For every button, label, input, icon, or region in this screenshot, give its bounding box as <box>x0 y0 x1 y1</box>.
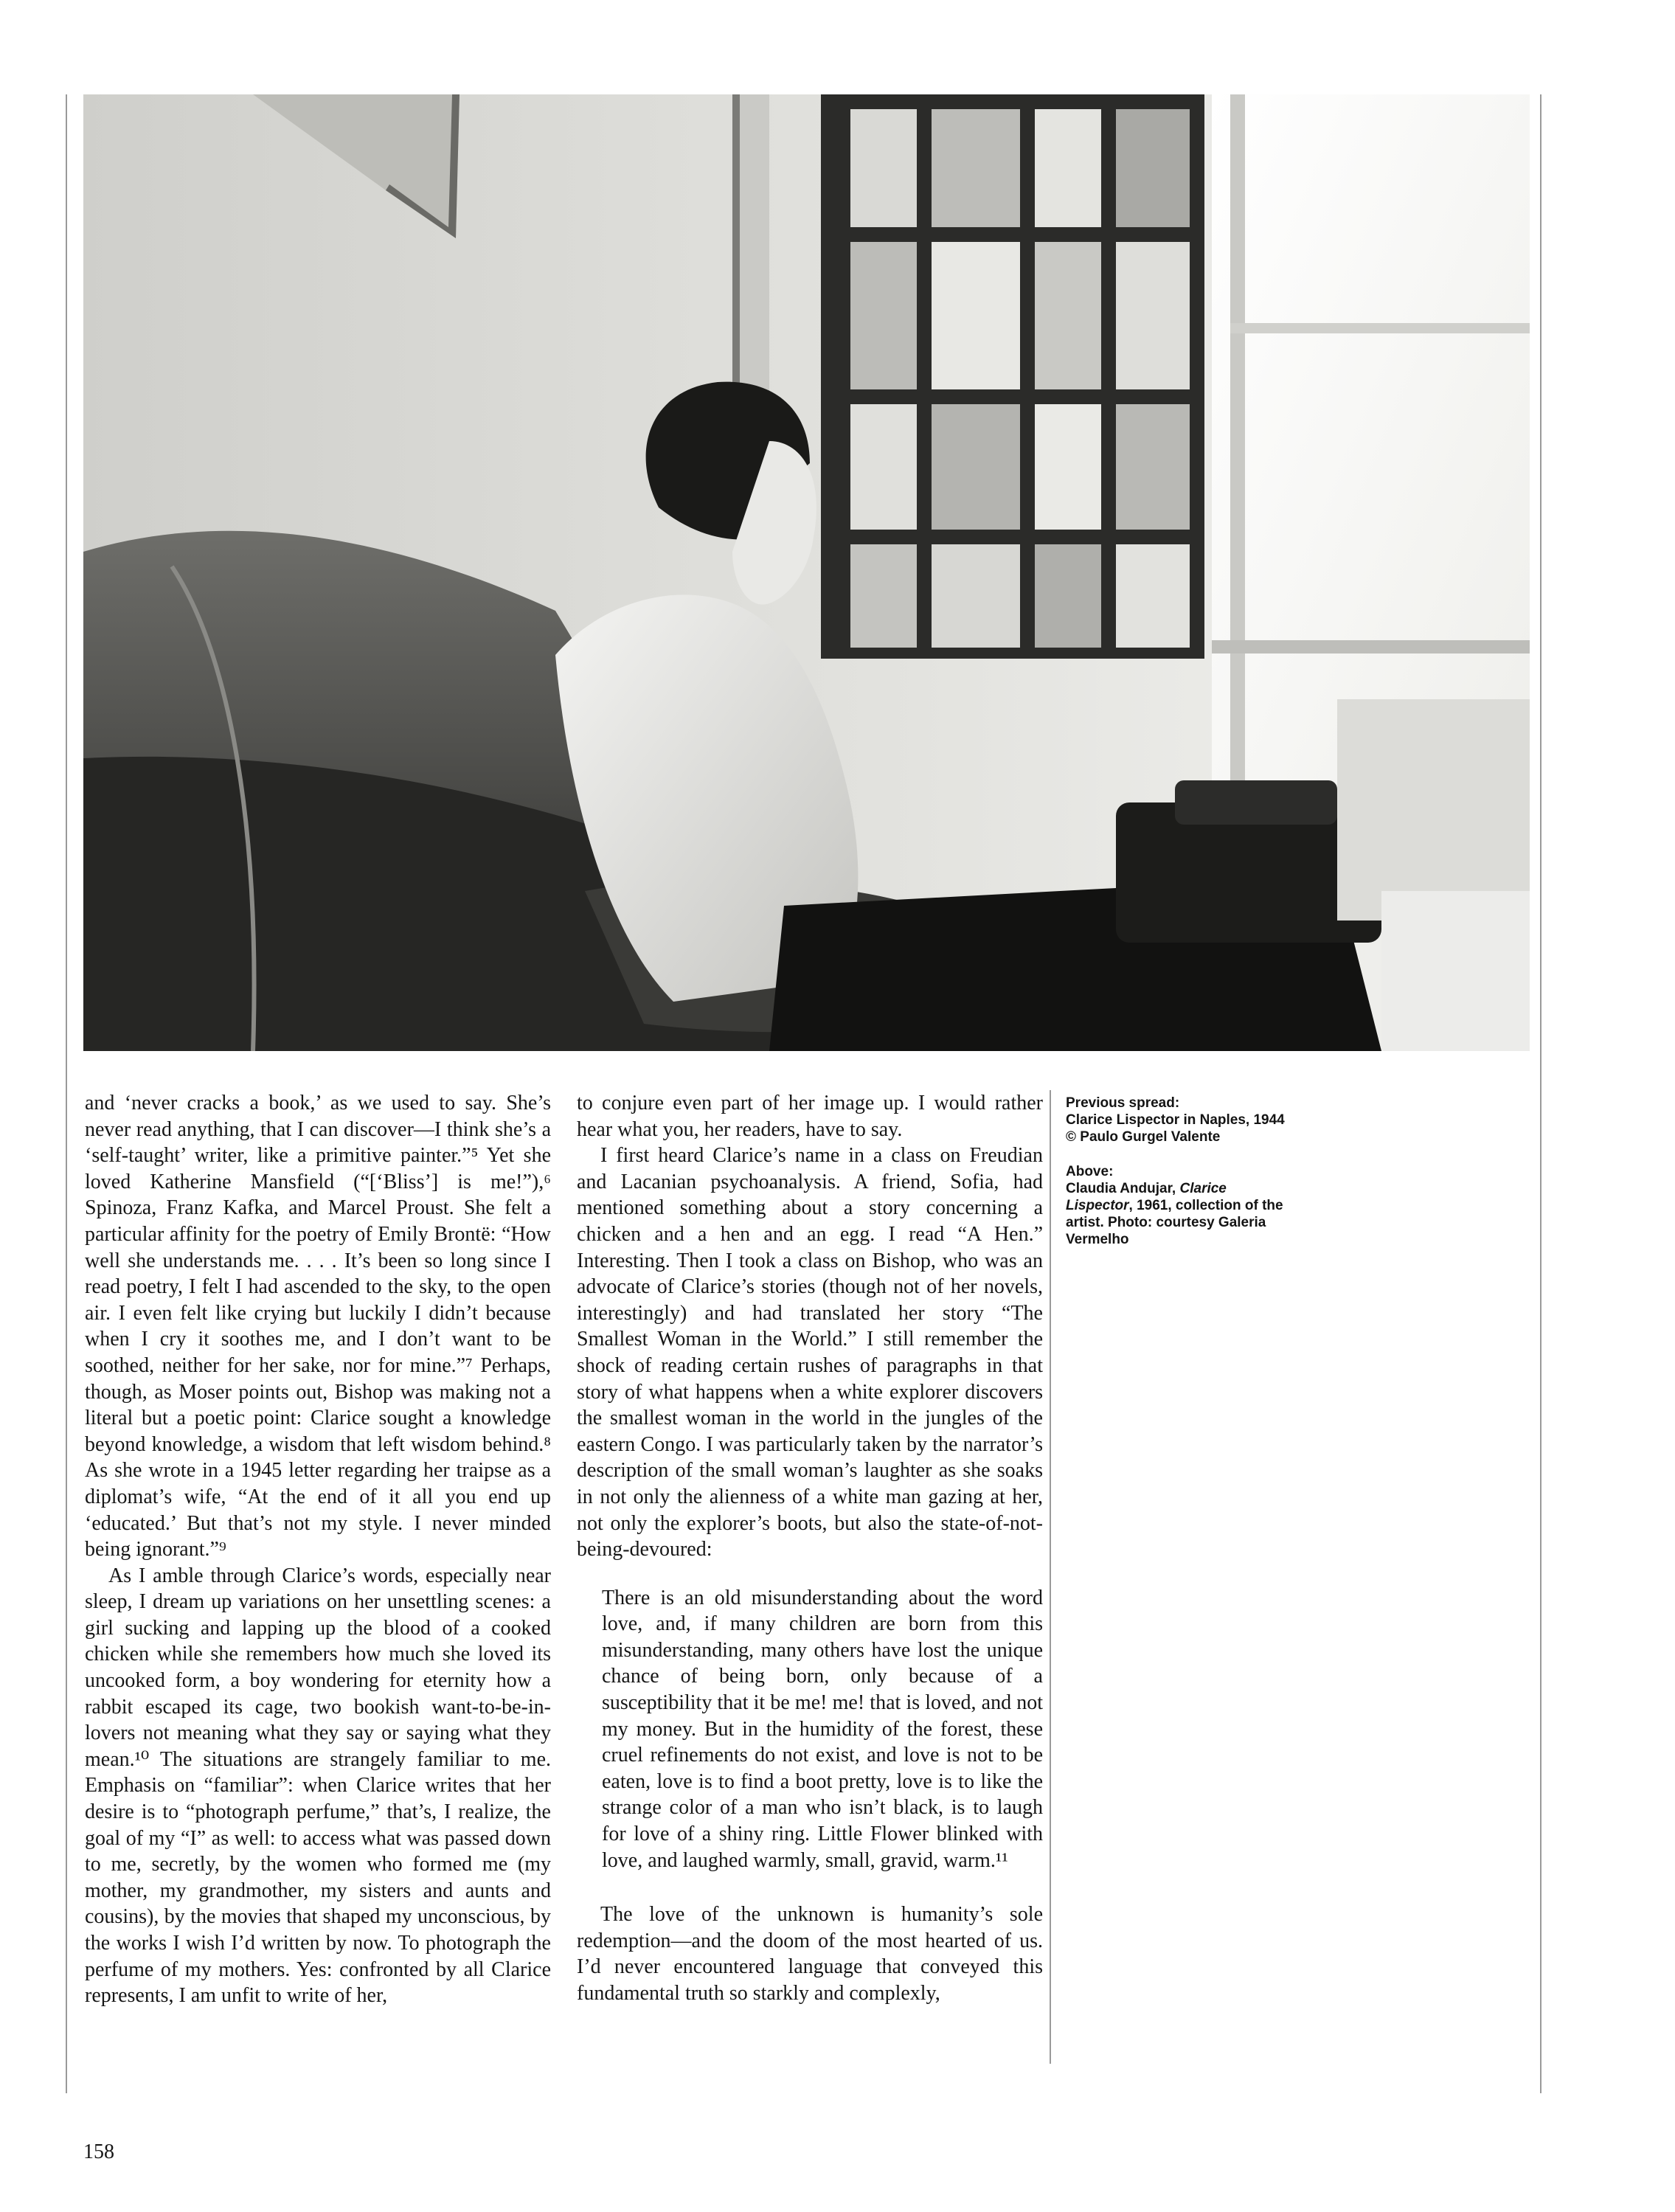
paragraph: The love of the unknown is humanity’s sole redemption—and the doom of the most hearted of us. I’d never encountered language that conveyed this fundamental truth so starkly and complexly, <box>577 1903 1043 2005</box>
paragraph: I first heard Clarice’s name in a class on Freudian and Lacanian psychoanalysis. A friend, Sofia, had mentioned something about a story concerning a chicken and a hen and an egg. I read “A Hen.” Interesting. Then I took a class on Bishop, who was an advocate of Clarice’s stories (though not of her novels, interestingly) and had translated her story “The Smallest Woman in the World.” I still remember the shock of reading certain rushes of paragraphs in that story of what happens when a white explorer discovers the smallest woman in the world in the jungles of the eastern Congo. I was particularly taken by the narrator’s description of the small woman’s laughter as she soaks in not only the alienness of a white man gazing at her, not only the explorer’s boots, but also the state-of-not-being-devoured: <box>577 1144 1043 1561</box>
page-number: 158 <box>83 2140 114 2163</box>
column-divider-rule <box>1050 1090 1051 2064</box>
left-margin-rule <box>66 94 67 2093</box>
caption-details: , 1961, collection of the artist. Photo: courtesy Galeria Vermelho <box>1066 1198 1283 1247</box>
paragraph: to conjure even part of her image up. I would rather hear what you, her readers, have to say. <box>577 1092 1043 1141</box>
caption-previous-text: Clarice Lispector in Naples, 1944 © Paulo Gurgel Valente <box>1066 1112 1285 1145</box>
right-margin-rule <box>1540 94 1542 2093</box>
photograph-drawing <box>83 94 1530 1051</box>
text-column-1 <box>85 1090 551 2009</box>
text-column-2 <box>577 1090 1043 2007</box>
caption-artwork-title: Clarice Lispector <box>1066 1181 1227 1213</box>
caption-previous-heading: Previous spread: <box>1066 1095 1180 1111</box>
photo-caption <box>1066 1095 1287 1248</box>
paragraph: and ‘never cracks a book,’ as we used to say. She’s never read anything, that I can discover—I think she’s a ‘self-taught’ writer, like a primitive painter.”⁵ Yet she loved Katherine Mansfield (“[‘Bliss’] is me!”),⁶ Spinoza, Franz Kafka, and Marcel Proust. She felt a particular affinity for the poetry of Emily Brontë: “How well she understands me. . . . It’s been so long since I read poetry, I felt I had ascended to the sky, to the open air. I even felt like crying but luckily I didn’t because when I cry it soothes me, and I don’t want to be soothed, neither for her sake, nor for mine.”⁷ Perhaps, though, as Moser points out, Bishop was making not a literal but a poetic point: Clarice sought a knowledge beyond knowledge, a wisdom that left wisdom behind.⁸ As she wrote in a 1945 letter regarding her traipse as a diplomat’s wife, “At the end of it all you end up ‘educated.’ But that’s not my style. I never minded being ignorant.”⁹ <box>85 1092 551 1561</box>
paragraph: As I amble through Clarice’s words, especially near sleep, I dream up variations on her unsettling scenes: a girl sucking and lapping up the blood of a cooked chicken while she remembers how much she loved its uncooked form, a boy wondering for eternity how a rabbit escaped its cage, two bookish want-to-be-in-lovers not meaning what they say or saying what they mean.¹⁰ The situations are strangely familiar to me. Emphasis on “familiar”: when Clarice writes that her desire is to “photograph perfume,” that’s, I realize, the goal of my “I” as well: to access what was passed down to me, secretly, by the women who formed me (my mother, my grandmother, my sisters and aunts and cousins), by the movies that shaped my unconscious, by the works I wish I’d written by now. To photograph the perfume of my mothers. Yes: confronted by all Clarice represents, I am unfit to write of her, <box>85 1564 551 2008</box>
caption-above-text <box>1066 1180 1287 1248</box>
block-quote: There is an old misunderstanding about the word love, and, if many children are born from this misunderstanding, many others have lost the unique chance of being born, only because of a susceptibility that it be me! me! that is loved, and not my money. But in the humidity of the forest, these cruel refinements do not exist, and love is not to be eaten, love is to find a boot pretty, love is to like the strange color of a man who isn’t black, is to laugh for love of a shiny ring. Little Flower blinked with love, and laughed warmly, small, gravid, warm.¹¹ <box>602 1586 1043 1872</box>
photograph <box>83 94 1530 1051</box>
caption-artist: Claudia Andujar, <box>1066 1181 1180 1196</box>
caption-above-heading: Above: <box>1066 1164 1114 1179</box>
